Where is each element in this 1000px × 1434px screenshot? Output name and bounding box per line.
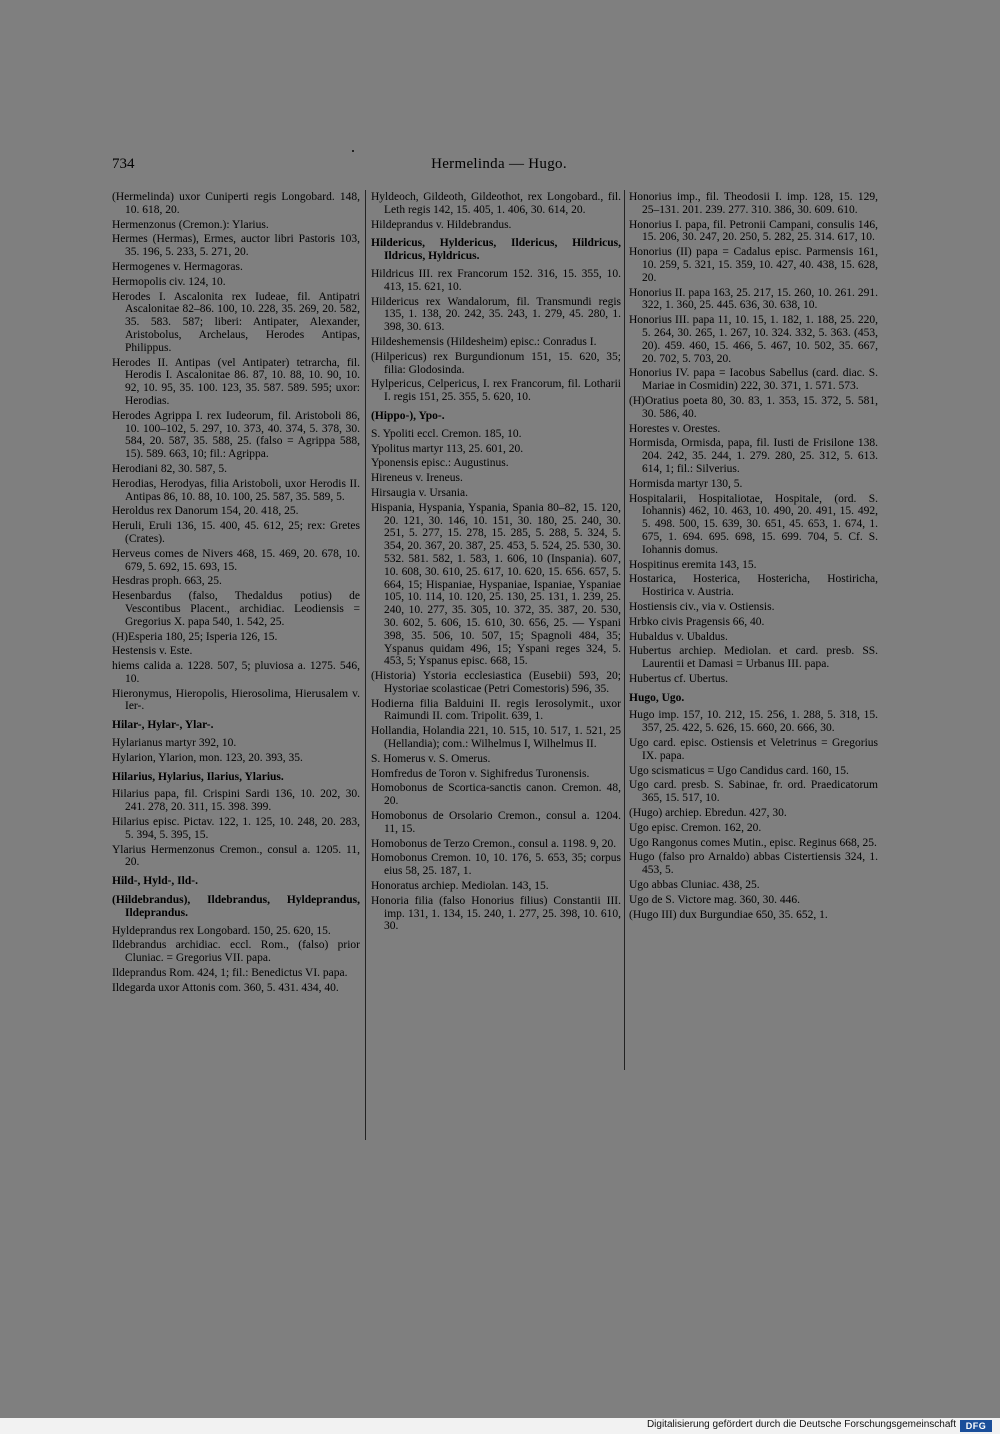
column-rule-right (624, 190, 625, 1070)
footer-credit: Digitalisierung gefördert durch die Deutsche Forschungsgemeinschaft (646, 1419, 956, 1430)
index-entry: Hermes (Hermas), Ermes, auctor libri Pastoris 103, 35. 196, 5. 233, 5. 271, 20. (112, 233, 360, 259)
index-entry: (Hugo) archiep. Ebredun. 427, 30. (629, 807, 787, 820)
section-heading: Hilarius, Hylarius, Ilarius, Ylarius. (112, 770, 284, 783)
index-entry: Ugo episc. Cremon. 162, 20. (629, 821, 762, 834)
index-entry: (Historia) Ystoria ecclesiastica (Eusebii) 593, 20; Hystoriae scolasticae (Petri Comestoris) 596, 35. (371, 670, 621, 695)
index-entry: Hylarion, Ylarion, mon. 123, 20. 393, 35. (112, 751, 303, 764)
index-entry: Hostiensis civ., via v. Ostiensis. (629, 600, 775, 613)
index-entry: Hispania, Hyspania, Yspania, Spania 80–82, 15. 120, 20. 121, 30. 146, 10. 151, 30. 180, 25. 240, 30. 251, 5. 277, 15. 278, 15. 285, 5. 288, 5. 324, 5. 354, 20. 367, 20. 387, 25. 453, 5. 524, 25. 530, 30. 532. 581. 582, 1. 583, 1. 606, 10 (Inspania). 607, 10. 608, 30. 610, 25. 617, 10. 620, 15. 656. 657, 5. 664, 15; Hispaniae, Hyspaniae, Ispaniae, Yspaniae 105, 10. 114, 10. 120, 25. 130, 25. 131, 1. 239, 25. 240, 10. 277, 35. 305, 10. 372, 35. 387, 20. 530, 30. 602, 5. 606, 15. 610, 30. 656, 25. — Yspani 398, 35. 506, 10. 507, 15; Spagnoli 484, 35; Yspanus quidam 496, 15; Yspani reges 324, 5. 453, 5; Yspanus episc. 668, 15. (371, 501, 621, 668)
index-entry: Herodias, Herodyas, filia Aristoboli, uxor Herodis II. Antipas 86, 10. 88, 10. 100, 25. 587, 35. 589, 5. (112, 477, 360, 503)
index-entry: Ugo Rangonus comes Mutin., episc. Reginus 668, 25. (629, 836, 877, 849)
index-entry: Honorius III. papa 11, 10. 15, 1. 182, 1. 188, 25. 220, 5. 264, 30. 265, 1. 267, 10. 324. 332, 5. 363. (453, 20). 459. 460, 15. 466, 5. 467, 10. 502, 35. 667, 20. 702, 5. 703, 20. (629, 314, 878, 365)
index-entry: Homobonus Cremon. 10, 10. 176, 5. 653, 35; corpus eius 58, 25. 187, 1. (371, 852, 621, 878)
index-entry: Honorius I. papa, fil. Petronii Campani, consulis 146, 15. 206, 30. 247, 20. 250, 5. 282, 25. 314. 617, 10. (629, 218, 878, 244)
dfg-logo: DFG (960, 1420, 992, 1432)
index-entry: Hyldeprandus rex Longobard. 150, 25. 620, 15. (112, 924, 331, 937)
index-entry: Hugo (falso pro Arnaldo) abbas Cistertiensis 324, 1. 453, 5. (629, 851, 878, 877)
index-entry: (Hilpericus) rex Burgundionum 151, 15. 620, 35; filia: Glodosinda. (371, 350, 621, 376)
index-entry: Horestes v. Orestes. (629, 422, 721, 435)
index-entry: (Hugo III) dux Burgundiae 650, 35. 652, 1. (629, 908, 828, 921)
running-title: Hermelinda — Hugo. (431, 156, 567, 172)
section-heading: (Hippo-), Ypo-. (371, 409, 445, 422)
index-entry: Hubertus cf. Ubertus. (629, 672, 729, 685)
index-entry: Homobonus de Terzo Cremon., consul a. 1198. 9, 20. (371, 837, 617, 850)
index-entry: Herodiani 82, 30. 587, 5. (112, 462, 227, 475)
index-entry: Hieronymus, Hieropolis, Hierosolima, Hierusalem v. Ier-. (112, 687, 360, 713)
column-rule-left (365, 190, 366, 1140)
index-entry: Hodierna filia Balduini II. regis Ierosolymit., uxor Raimundi II. com. Tripolit. 639, 1. (371, 697, 621, 723)
section-heading: Hild-, Hyld-, Ild-. (112, 875, 198, 888)
index-column-1 (112, 191, 360, 997)
index-entry: Hesenbardus (falso, Thedaldus potius) de Vescontibus Placent., archidiac. Leodiensis = Gregorius X. papa 540, 1. 542, 25. (112, 590, 360, 628)
index-entry: Honorius (II) papa = Cadalus episc. Parmensis 161, 10. 259, 5. 321, 15. 359, 10. 427, 40. 438, 15. 628, 20. (629, 246, 878, 284)
index-entry: Ylarius Hermenzonus Cremon., consul a. 1205. 11, 20. (112, 843, 360, 869)
index-entry: Hyldeoch, Gildeoth, Gildeothot, rex Longobard., fil. Leth regis 142, 15. 405, 1. 406, 30. 614, 20. (371, 191, 621, 216)
index-entry: Homobonus de Scortica-sanctis canon. Cremon. 48, 20. (371, 782, 621, 808)
index-entry: Hospitinus eremita 143, 15. (629, 558, 757, 571)
index-entry: Hospitalarii, Hospitaliotae, Hospitale, (ord. S. Iohannis) 462, 10. 463, 10. 490, 20. 491, 15. 492, 5. 498. 500, 15. 639, 30. 651, 45. 653, 1. 674, 1. 675, 1. 694. 695. 698, 15. 699. 704, 5. Cf. S. Iohannis domus. (629, 492, 878, 556)
index-entry: Ypolitus martyr 113, 25. 601, 20. (371, 442, 524, 455)
index-entry: Ildebrandus archidiac. eccl. Rom., (falso) prior Cluniac. = Gregorius VII. papa. (112, 939, 360, 965)
index-entry: Honorius IV. papa = Iacobus Sabellus (card. diac. S. Mariae in Cosmidin) 222, 30. 371, 1. 571. 573. (629, 367, 878, 393)
index-entry: Honoratus archiep. Mediolan. 143, 15. (371, 880, 549, 893)
index-entry: (Hermelinda) uxor Cuniperti regis Longobard. 148, 10. 618, 20. (112, 191, 360, 216)
index-entry: Ildeprandus Rom. 424, 1; fil.: Benedictus VI. papa. (112, 967, 348, 980)
index-entry: S. Ypoliti eccl. Cremon. 185, 10. (371, 427, 522, 440)
section-heading: Hugo, Ugo. (629, 691, 685, 704)
index-entry: Hylarianus martyr 392, 10. (112, 737, 237, 750)
page-header (112, 156, 886, 176)
index-entry: Hylpericus, Celpericus, I. rex Francorum, fil. Lotharii I. regis 151, 25. 355, 5. 620, 10. (371, 378, 621, 404)
page-number: 734 (112, 156, 135, 172)
index-entry: Hormisda martyr 130, 5. (629, 477, 743, 490)
index-entry: Heroldus rex Danorum 154, 20. 418, 25. (112, 505, 299, 518)
index-entry: Hestensis v. Este. (112, 645, 193, 658)
index-entry: Ugo abbas Cluniac. 438, 25. (629, 879, 760, 892)
index-entry: Ugo card. presb. S. Sabinae, fr. ord. Praedicatorum 365, 15. 517, 10. (629, 779, 878, 805)
index-entry: Hesdras proph. 663, 25. (112, 575, 222, 588)
index-entry: Honoria filia (falso Honorius filius) Constantii III. imp. 131, 1. 134, 15. 240, 1. 277, 25. 398, 10. 610, 30. (371, 894, 621, 933)
index-entry: Honorius imp., fil. Theodosii I. imp. 128, 15. 129, 25–131. 201. 239. 277. 310. 386, 30. 609. 610. (629, 191, 878, 216)
section-heading: (Hildebrandus), Ildebrandus, Hyldeprandus, Ildeprandus. (112, 894, 360, 919)
index-entry: Hermogenes v. Hermagoras. (112, 260, 243, 273)
index-entry: hiems calida a. 1228. 507, 5; pluviosa a. 1275. 546, 10. (112, 660, 360, 685)
index-entry: S. Homerus v. S. Omerus. (371, 752, 491, 765)
index-entry: Yponensis episc.: Augustinus. (371, 457, 509, 470)
index-entry: Ugo scismaticus = Ugo Candidus card. 160, 15. (629, 764, 849, 777)
index-entry: Hollandia, Holandia 221, 10. 515, 10. 517, 1. 521, 25 (Hellandia); com.: Wilhelmus I, Wilhelmus II. (371, 725, 621, 751)
footer-bar (0, 1418, 1000, 1434)
scan-speck (352, 150, 354, 152)
index-column-2 (371, 191, 621, 935)
index-entry: Herveus comes de Nivers 468, 15. 469, 20. 678, 10. 679, 5. 692, 15. 693, 15. (112, 547, 360, 573)
index-entry: Hireneus v. Ireneus. (371, 472, 463, 485)
index-entry: Hildeshemensis (Hildesheim) episc.: Conradus I. (371, 335, 597, 348)
index-entry: Herodes I. Ascalonita rex Iudeae, fil. Antipatri Ascalonitae 82–86. 100, 10. 228, 35. 269, 20. 582, 35. 583. 587; liberi: Antipater, Alexander, Aristobolus, Archelaus, Herodes Antipas, Philippus. (112, 290, 360, 354)
index-entry: Hugo imp. 157, 10. 212, 15. 256, 1. 288, 5. 318, 15. 357, 25. 422, 5. 626, 15. 660, 20. 666, 30. (629, 709, 878, 735)
index-entry: Hilarius papa, fil. Crispini Sardi 136, 10. 202, 30. 241. 278, 20. 311, 15. 398. 399. (112, 788, 360, 814)
index-entry: Hirsaugia v. Ursania. (371, 486, 468, 499)
section-heading: Hildericus, Hyldericus, Ildericus, Hildricus, Ildricus, Hyldricus. (371, 237, 621, 263)
index-entry: (H)Oratius poeta 80, 30. 83, 1. 353, 15. 372, 5. 581, 30. 586, 40. (629, 394, 878, 420)
index-entry: Heruli, Eruli 136, 15. 400, 45. 612, 25; rex: Gretes (Crates). (112, 520, 360, 545)
index-entry: Hildricus III. rex Francorum 152. 316, 15. 355, 10. 413, 15. 621, 10. (371, 267, 621, 293)
index-entry: Hilarius episc. Pictav. 122, 1. 125, 10. 248, 20. 283, 5. 394, 5. 395, 15. (112, 816, 360, 841)
index-entry: Herodes II. Antipas (vel Antipater) tetrarcha, fil. Herodis I. Ascalonitae 86. 87, 10. 88, 10. 90, 10. 92, 10. 95, 35. 100. 123, 35. 587. 589. 595; uxor: Herodias. (112, 356, 360, 407)
index-entry: Hormisda, Ormisda, papa, fil. Iusti de Frisilone 138. 204. 242, 35. 244, 1. 279. 280, 25. 312, 5. 613. 614, 1; fil.: Silverius. (629, 437, 878, 475)
index-entry: Herodes Agrippa I. rex Iudeorum, fil. Aristoboli 86, 10. 100–102, 5. 297, 10. 373, 40. 374, 5. 378, 30. 584, 20. 587, 35. 588, 25. (falso = Agrippa 588, 15). 589. 663, 10; fil.: Agrippa. (112, 409, 360, 461)
index-entry: Hildericus rex Wandalorum, fil. Transmundi regis 135, 1. 138, 20. 242, 35. 243, 1. 279, 45. 280, 1. 398, 30. 613. (371, 295, 621, 334)
index-entry: Hildeprandus v. Hildebrandus. (371, 218, 512, 231)
index-entry: Ugo de S. Victore mag. 360, 30. 446. (629, 893, 800, 906)
index-entry: Honorius II. papa 163, 25. 217, 15. 260, 10. 261. 291. 322, 1. 360, 25. 445. 636, 30. 638, 10. (629, 286, 878, 312)
index-entry: Hubaldus v. Ubaldus. (629, 630, 728, 643)
index-entry: Hostarica, Hosterica, Hostericha, Hostiricha, Hostirica v. Austria. (629, 573, 878, 599)
index-entry: Hermopolis civ. 124, 10. (112, 275, 226, 288)
index-entry: Ugo card. episc. Ostiensis et Veletrinus = Gregorius IX. papa. (629, 737, 878, 762)
index-entry: (H)Esperia 180, 25; Isperia 126, 15. (112, 630, 278, 643)
index-entry: Ildegarda uxor Attonis com. 360, 5. 431. 434, 40. (112, 981, 339, 994)
index-column-3 (629, 191, 878, 923)
index-entry: Hrbko civis Pragensis 66, 40. (629, 615, 765, 628)
index-entry: Homobonus de Orsolario Cremon., consul a. 1204. 11, 15. (371, 810, 621, 835)
index-entry: Hermenzonus (Cremon.): Ylarius. (112, 218, 269, 231)
section-heading: Hilar-, Hylar-, Ylar-. (112, 719, 214, 732)
index-entry: Homfredus de Toron v. Sighifredus Turonensis. (371, 767, 590, 780)
index-entry: Hubertus archiep. Mediolan. et card. presb. SS. Laurentii et Damasi = Urbanus III. papa. (629, 645, 878, 671)
